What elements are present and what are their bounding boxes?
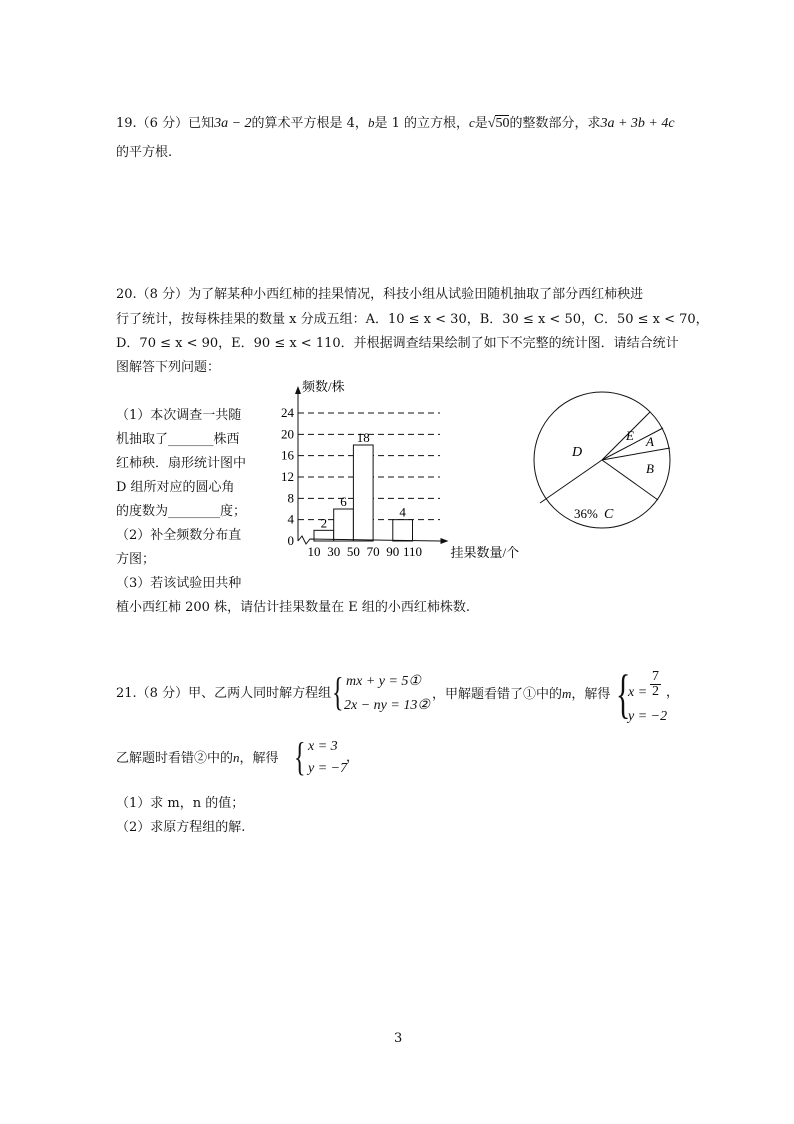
bar-label-50-70: 18 [356, 430, 370, 445]
q20-sub1-c: 红柿秧．扇形统计图中 [116, 456, 247, 471]
bar-label-10-30: 2 [320, 515, 328, 531]
q21-line2 [116, 749, 279, 768]
q21-sub1: （1）求 m，n 的值； [116, 796, 245, 811]
bar-label-30-50: 6 [340, 494, 347, 509]
q21-text-c: ，解得 [571, 687, 611, 702]
y-tick-20: 20 [281, 426, 294, 442]
page-number: 3 [394, 1031, 403, 1046]
pie-label-b: B [646, 461, 654, 476]
q21-var-n: n [233, 750, 240, 765]
y-tick-24: 24 [281, 405, 294, 420]
y-axis-label: 频数/株 [302, 379, 345, 394]
q21-eq2: 2x − ny = 13② [344, 698, 430, 713]
q19-intro: 19.（6 分）已知 [116, 116, 215, 131]
q21-text-e: ，解得 [239, 751, 279, 766]
q21-sol1-brace: { [616, 664, 631, 724]
q21-sol1-y: y = −2 [628, 709, 668, 724]
y-tick-16: 16 [281, 447, 294, 463]
q20-sub1-d: D 组所对应的圆心角 [116, 480, 235, 495]
q20-line3: D．70 ≤ x < 90，E．90 ≤ x < 110．并根据调查结果绘制了如下不完整的统计图．请结合统计 [116, 336, 679, 351]
q21-system-brace: { [332, 669, 344, 714]
q21-sub2: （2）求原方程组的解. [116, 820, 246, 835]
q21-sol2-brace: { [294, 734, 306, 779]
x-axis-arrow-icon [441, 538, 449, 544]
y-tick-12: 12 [281, 469, 294, 484]
pie-chart [530, 378, 680, 538]
q21-sol2-comma: ， [346, 750, 360, 765]
q19-expr1: 3a − 2 [214, 116, 252, 131]
y-tick-4: 4 [287, 511, 294, 527]
sqrt-icon: √ [487, 116, 496, 131]
bar-label-90-110: 4 [399, 504, 406, 520]
q19-line1 [116, 114, 675, 133]
q20-line2: 行了统计，按每株挂果的数量 x 分成五组：A．10 ≤ x < 30，B．30 ≤ x < 50，C．50 ≤ x < 70， [116, 312, 709, 327]
q21-text-b [432, 685, 610, 704]
pie-divider-c-d [540, 460, 602, 503]
x-tick-90: 90 [386, 544, 400, 559]
q21-sol2-y: y = −7 [308, 761, 348, 776]
q21-eq1: mx + y = 5① [346, 674, 421, 689]
x-tick-10: 10 [307, 544, 321, 559]
y-tick-8: 8 [287, 490, 294, 506]
histogram-bar-90-110 [393, 520, 413, 541]
q21-sol1-x-lhs: x = [628, 685, 648, 700]
q20-line1: 20.（8 分）为了解某种小西红柿的挂果情况，科技小组从试验田随机抽取了部分西红柿秧进 [116, 287, 644, 302]
q20-sub3-b: 植小西红柿 200 株，请估计挂果数量在 E 组的小西红柿株数. [116, 600, 470, 615]
q21-sol1-x-fraction [650, 670, 661, 699]
pie-label-c-percent: 36% [574, 506, 598, 521]
q20-sub3-a: （3）若该试验田共种 [116, 576, 242, 591]
q19-expr2: 3a + 3b + 4c [600, 116, 675, 131]
pie-label-e: E [626, 428, 634, 443]
q20-sub2-a: （2）补全频数分布直 [116, 528, 242, 543]
x-axis-label: 挂果数量/个 [450, 545, 520, 560]
q21-sol1-comma: ， [666, 685, 680, 700]
q19-var-b: b [367, 115, 375, 130]
y-axis-arrow-icon [295, 386, 301, 394]
pie-label-c: C [604, 507, 614, 522]
q20-sub2-b: 方图； [116, 552, 156, 567]
x-tick-70: 70 [366, 544, 380, 559]
q20-sub1-e: 的度数为________度； [116, 504, 247, 519]
q19-text-c: 是 1 的立方根， [374, 116, 469, 131]
histogram-bar-30-50 [334, 509, 354, 541]
x-tick-50: 50 [346, 544, 360, 559]
q19-text-e: 的整数部分，求 [509, 116, 601, 131]
pie-label-a: A [646, 434, 654, 449]
histogram-bar-50-70 [353, 445, 373, 541]
q21-sol2-x: x = 3 [308, 739, 338, 754]
q19-text-d: 是 [474, 116, 488, 131]
sqrt-radicand: 50 [495, 116, 510, 131]
q21-sol1-numerator: 7 [652, 669, 659, 684]
x-tick-110: 110 [402, 544, 423, 559]
q21-intro: 21.（8 分）甲、乙两人同时解方程组 [116, 686, 332, 701]
q19-text-b: 的算术平方根是 4， [251, 116, 368, 131]
q21-var-m: m [562, 686, 572, 701]
q20-line4: 图解答下列问题： [116, 360, 221, 375]
x-tick-30: 30 [327, 544, 341, 559]
y-tick-0: 0 [287, 533, 294, 548]
frequency-histogram [268, 376, 538, 566]
q19-line2: 的平方根. [116, 145, 173, 160]
q20-sub1-a: （1）本次调查一共随 [116, 408, 242, 423]
pie-label-d: D [572, 445, 583, 460]
sqrt-expression [488, 115, 510, 131]
q19-var-c: c [468, 115, 475, 130]
q21-text-b-content: ，甲解题看错了①中的 [432, 687, 563, 702]
q21-sol1-denominator: 2 [652, 684, 659, 699]
q20-sub1-b: 机抽取了_______株西 [116, 432, 240, 447]
q21-text-d: 乙解题时看错②中的 [116, 751, 234, 766]
